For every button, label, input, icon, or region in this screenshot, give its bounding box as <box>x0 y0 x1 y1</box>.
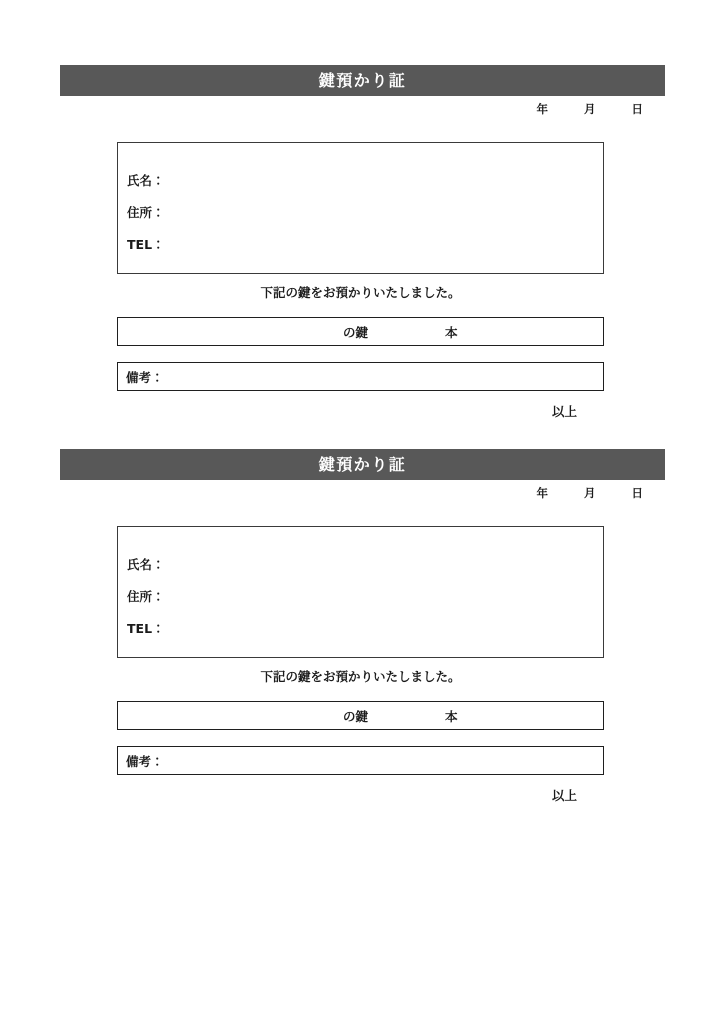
date-month-label: 月 <box>584 102 596 116</box>
receipt-statement: 下記の鍵をお預かりいたしました。 <box>260 285 461 300</box>
date-line <box>60 483 665 503</box>
remarks-row[interactable] <box>117 362 604 391</box>
key-counter-label: 本 <box>445 708 458 724</box>
customer-info-box[interactable] <box>117 526 604 658</box>
remarks-row[interactable] <box>117 746 604 775</box>
tel-label: TEL： <box>127 237 165 252</box>
receipt-title-bar <box>60 449 665 480</box>
remarks-label: 備考： <box>126 753 164 769</box>
date-line <box>60 99 665 119</box>
receipt-title: 鍵預かり証 <box>318 70 407 90</box>
date-day-label: 日 <box>631 486 643 500</box>
key-counter-label: 本 <box>445 324 458 340</box>
tel-label: TEL： <box>127 621 165 636</box>
receipt-title: 鍵預かり証 <box>318 454 407 474</box>
key-description-row[interactable] <box>117 701 604 730</box>
address-label: 住所： <box>127 205 165 220</box>
closing-label: 以上 <box>551 404 577 419</box>
key-of-label: の鍵 <box>343 708 369 724</box>
name-label: 氏名： <box>127 173 165 188</box>
date-year-label: 年 <box>536 102 548 116</box>
remarks-label: 備考： <box>126 369 164 385</box>
name-label: 氏名： <box>127 557 165 572</box>
date-month-label: 月 <box>584 486 596 500</box>
customer-info-box[interactable] <box>117 142 604 274</box>
closing-label: 以上 <box>551 788 577 803</box>
address-label: 住所： <box>127 589 165 604</box>
key-of-label: の鍵 <box>343 324 369 340</box>
receipt-title-bar <box>60 65 665 96</box>
receipt-statement: 下記の鍵をお預かりいたしました。 <box>260 669 461 684</box>
date-day-label: 日 <box>631 102 643 116</box>
key-description-row[interactable] <box>117 317 604 346</box>
date-year-label: 年 <box>536 486 548 500</box>
